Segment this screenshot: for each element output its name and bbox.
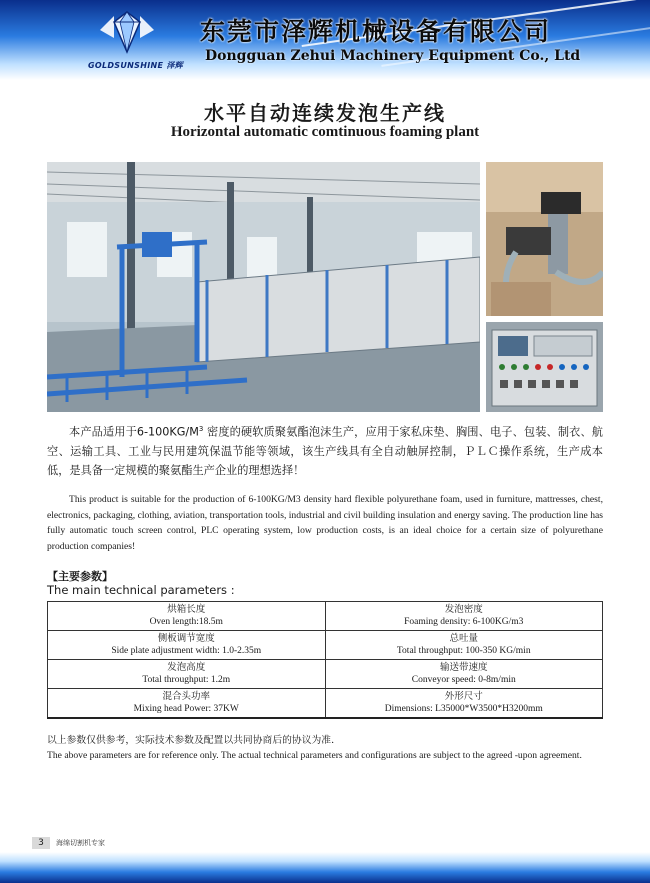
table-row bbox=[48, 660, 603, 689]
foaming-line-factory-photo bbox=[47, 162, 480, 412]
footer-banner bbox=[0, 852, 650, 883]
logo-wordmark: GOLDSUNSHINE 泽辉 bbox=[88, 61, 183, 70]
table-cell bbox=[48, 631, 326, 660]
param-value-en: Mixing head Power: 37KW bbox=[133, 704, 239, 714]
product-title-en: Horizontal automatic comtinuous foaming plant bbox=[170, 124, 480, 140]
param-label-cn: 总吐量 bbox=[449, 633, 478, 644]
table-cell bbox=[325, 660, 603, 689]
superscript-3: 3 bbox=[198, 425, 204, 433]
param-label-cn: 输送带速度 bbox=[439, 662, 488, 673]
table-row bbox=[48, 689, 603, 719]
reference-note-en: The above parameters are for reference only. The actual technical parameters and configurations are subject to the agreed -upon agreement. bbox=[47, 750, 582, 761]
param-label-cn: 发泡高度 bbox=[167, 662, 206, 673]
description-cn bbox=[47, 420, 603, 480]
table-cell bbox=[48, 602, 326, 631]
param-value-en: Side plate adjustment width: 1.0-2.35m bbox=[111, 646, 262, 656]
table-cell bbox=[325, 631, 603, 660]
param-value-en: Oven length:18.5m bbox=[149, 617, 223, 627]
table-cell bbox=[48, 689, 326, 719]
param-value-en: Total throughput: 100-350 KG/min bbox=[396, 646, 531, 656]
description-cn-part2: 密度的硬软质聚氨酯泡沫生产，应用于家私床垫、胸围、电子、包装、制衣、航空、运输工具、工业与民用建筑保温节能等领域，该生产线具有全自动触屏控制，ＰＬＣ操作系统，生产成本低，是具备一定规模的聚氨酯生产企业的理想选择！ bbox=[47, 425, 603, 477]
company-name-en: Dongguan Zehui Machinery Equipment Co., Ltd bbox=[205, 48, 581, 64]
reference-note-cn: 以上参数仅供参考，实际技术参数及配置以共同协商后的协议为准． bbox=[47, 735, 341, 746]
table-cell bbox=[48, 660, 326, 689]
page-number: 3 bbox=[32, 837, 50, 849]
parameters-table bbox=[47, 601, 603, 719]
table-cell bbox=[325, 602, 603, 631]
description-en: This product is suitable for the production of 6-100KG/M3 density hard flexible polyurethane foam, used in furniture, mattresses, chest, electronics, packaging, clothing, aviation, transportation tools, industrial and civil building insulation and energy saving. The production line has fully automatic touch screen control, PLC operating system, low production costs, is an ideal choice for a certain size of polyurethane production companies! bbox=[47, 494, 603, 552]
param-label-cn: 烘箱长度 bbox=[167, 604, 206, 615]
param-label-cn: 侧板调节宽度 bbox=[157, 633, 215, 644]
control-panel-photo bbox=[486, 322, 603, 412]
param-value-en: Foaming density: 6-100KG/m3 bbox=[404, 617, 524, 627]
param-value-en: Conveyor speed: 0-8m/min bbox=[411, 675, 516, 685]
param-value-en: Total throughput: 1.2m bbox=[142, 675, 231, 685]
params-heading-en: The main technical parameters : bbox=[47, 583, 235, 597]
mixing-head-photo bbox=[486, 162, 603, 316]
table-row bbox=[48, 602, 603, 631]
param-label-cn: 发泡密度 bbox=[444, 604, 483, 615]
product-title-cn: 水平自动连续发泡生产线 bbox=[204, 101, 446, 125]
param-label-cn: 外形尺寸 bbox=[444, 691, 483, 702]
param-label-cn: 混合头功率 bbox=[162, 691, 210, 702]
table-cell bbox=[325, 689, 603, 719]
param-value-en: Dimensions: L35000*W3500*H3200mm bbox=[384, 704, 543, 714]
header-banner bbox=[0, 0, 650, 80]
diamond-wings-logo bbox=[96, 8, 158, 60]
footer-tagline: 海绵切割机专家 bbox=[56, 839, 105, 847]
table-row bbox=[48, 631, 603, 660]
params-heading-cn: 【主要参数】 bbox=[47, 570, 113, 583]
company-name-cn: 东莞市泽辉机械设备有限公司 bbox=[200, 17, 552, 46]
description-cn-part1: 本产品适用于6-100KG/M bbox=[69, 425, 199, 439]
